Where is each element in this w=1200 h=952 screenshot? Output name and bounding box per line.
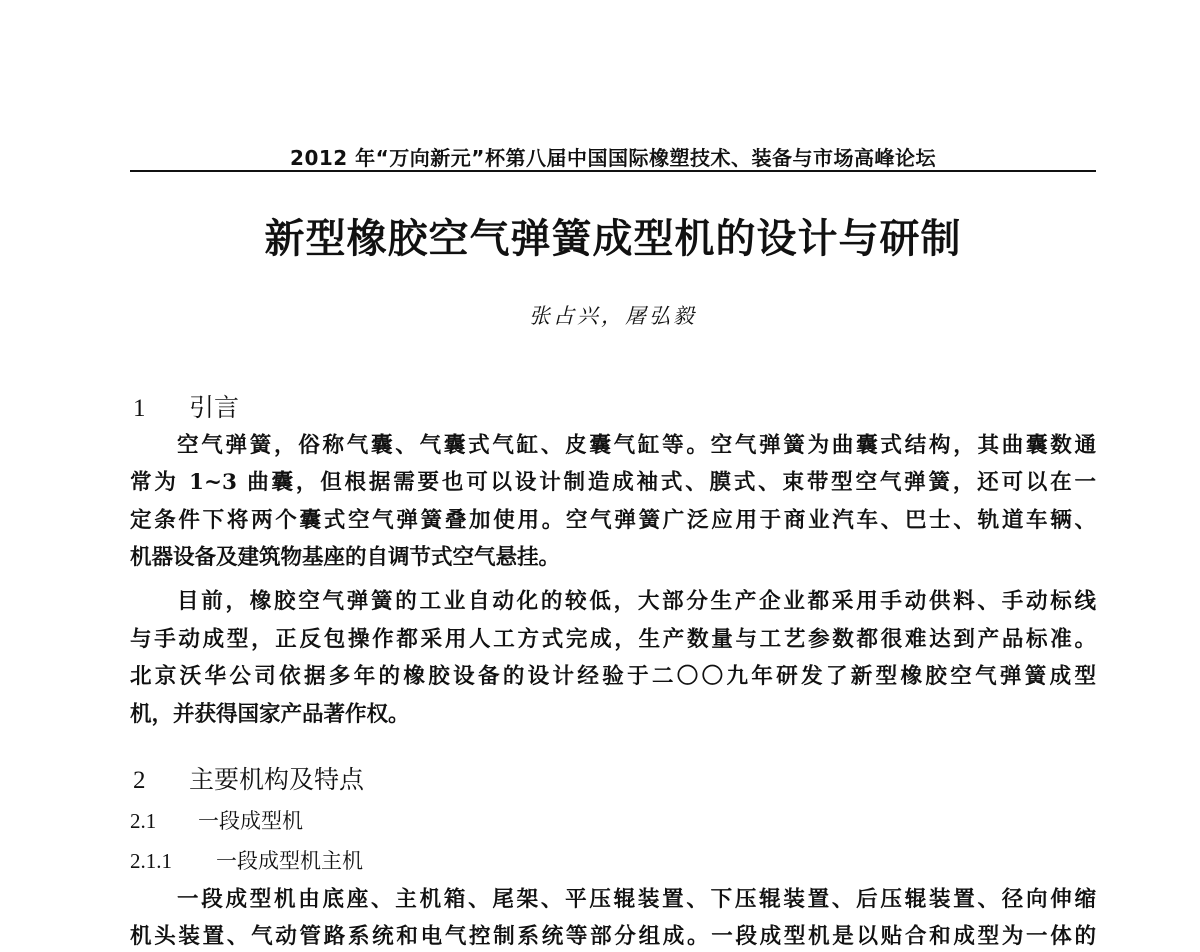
- paper-title: 新型橡胶空气弹簧成型机的设计与研制: [264, 216, 962, 262]
- paragraph-line: 定条件下将两个囊式空气弹簧叠加使用。空气弹簧广泛应用于商业汽车、巴士、轨道车辆、: [130, 508, 1096, 533]
- paragraph-line: 机头装置、气动管路系统和电气控制系统等部分组成。一段成型机是以贴合和成型为一体的: [130, 924, 1096, 949]
- subsection-heading-2-1: [130, 805, 303, 835]
- subsection-heading-2-1-1: [130, 845, 363, 875]
- section-title: 引言: [189, 393, 240, 422]
- paragraph-line: 空气弹簧，俗称气囊、气囊式气缸、皮囊气缸等。空气弹簧为曲囊式结构，其曲囊数通: [177, 433, 1096, 458]
- paper-authors: 张占兴，屠弘毅: [529, 304, 697, 328]
- subsection-title: 一段成型机主机: [216, 849, 363, 873]
- subsection-number: 2.1: [130, 809, 157, 833]
- paragraph-line: 与手动成型，正反包操作都采用人工方式完成，生产数量与工艺参数都很难达到产品标准。: [130, 627, 1096, 652]
- section-heading-2: [133, 760, 364, 796]
- section-number: 2: [133, 767, 146, 794]
- section-title: 主要机构及特点: [189, 765, 365, 794]
- section-number: 1: [133, 395, 146, 422]
- paragraph-line: 机，并获得国家产品著作权。: [130, 702, 410, 727]
- paragraph-line: 一段成型机由底座、主机箱、尾架、平压辊装置、下压辊装置、后压辊装置、径向伸缩: [177, 887, 1096, 912]
- conference-header: 2012 年“万向新元”杯第八届中国国际橡塑技术、装备与市场高峰论坛: [290, 146, 936, 170]
- paragraph-line: 北京沃华公司依据多年的橡胶设备的设计经验于二〇〇九年研发了新型橡胶空气弹簧成型: [130, 664, 1096, 689]
- header-rule: [130, 170, 1096, 172]
- subsection-title: 一段成型机: [198, 809, 303, 833]
- paragraph-line: 常为 1~3 曲囊，但根据需要也可以设计制造成袖式、膜式、束带型空气弹簧，还可以在一: [130, 470, 1096, 495]
- paragraph-line: 目前，橡胶空气弹簧的工业自动化的较低，大部分生产企业都采用手动供料、手动标线: [177, 589, 1096, 614]
- paragraph-line: 机器设备及建筑物基座的自调节式空气悬挂。: [130, 545, 561, 570]
- section-heading-1: [133, 388, 239, 424]
- subsection-number: 2.1.1: [130, 849, 172, 873]
